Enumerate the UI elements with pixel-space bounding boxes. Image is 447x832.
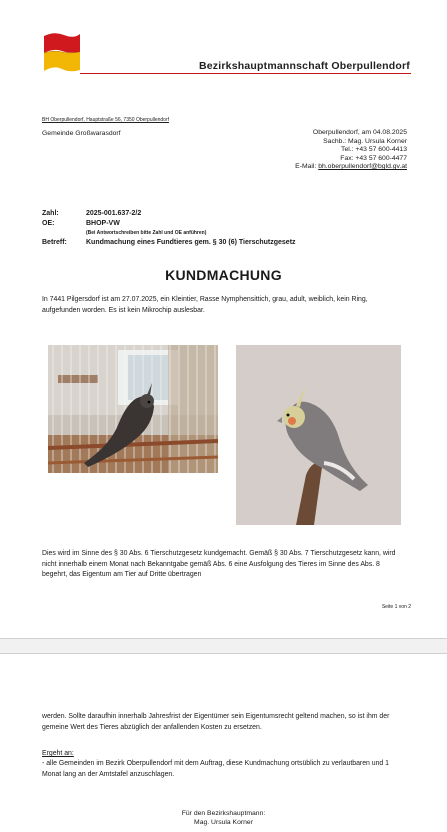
signature-name: Mag. Ursula Korner [194,818,253,826]
phone: Tel.: +43 57 600-4413 [341,146,407,154]
email-label: E-Mail: [295,163,319,171]
betreff-label: Betreff: [42,239,67,246]
authority-title: Bezirkshauptmannschaft Oberpullendorf [198,60,410,72]
page-number: Seite 1 von 2 [381,604,411,610]
email-link[interactable]: bh.oberpullendorf@bgld.gv.at [318,163,407,171]
document-title: KUNDMACHUNG [165,267,282,283]
distribution-label: Ergeht an: [42,750,74,757]
oe-value: BHOP-VW [86,220,120,227]
place-date: Oberpullendorf, am 04.08.2025 [312,129,407,136]
recipient: Gemeinde Großwarasdorf [42,130,121,137]
distribution-text: - alle Gemeinden im Bezirk Oberpullendorf mit dem Auftrag, diese Kundmachung ortsüblich zu verlautbaren und 1 Monat lang an der Amtstafel anzuschlagen. [42,760,390,778]
zahl-value: 2025-001.637-2/2 [86,210,142,217]
signature-block [0,810,447,827]
burgenland-flag-logo [42,31,82,74]
oe-label: OE: [42,220,55,227]
bird-photo-cage [48,345,218,473]
sender-address: BH Oberpullendorf, Hauptstraße 56, 7350 Oberpullendorf [42,117,170,123]
law-paragraph: Dies wird im Sinne des § 30 Abs. 6 Tierschutzgesetz kundgemacht. Gemäß § 30 Abs. 7 Tierschutzgesetz kann, wird nicht innerhalb einem Monat nach Bekanntgabe gemäß Abs. 6 eine Ausfolgung des Tieres im Sinne des Abs. 8 begehrt, das Eigentum am Tier auf Dritte übertragen [42,550,396,579]
signature-line-1: Für den Bezirkshauptmann: [181,810,266,817]
header-divider [80,73,411,74]
betreff-value: Kundmachung eines Fundtieres gem. § 30 (6) Tierschutzgesetz [86,239,296,246]
reference-block [42,209,372,253]
page-separator [0,638,447,654]
intro-paragraph: In 7441 Pilgersdorf ist am 27.07.2025, ein Kleintier, Rasse Nymphensittich, grau, adult, weiblich, kein Ring, aufgefunden worden. Es ist kein Mikrochip auslesbar. [42,296,368,314]
fax: Fax: +43 57 600-4477 [340,154,407,162]
clerk: Sachb.: Mag. Ursula Korner [323,137,407,145]
contact-block [295,129,407,172]
oe-note: (Bei Antwortschreiben bitte Zahl und OE anführen) [86,230,207,236]
continuation-paragraph: werden. Sollte daraufhin innerhalb Jahresfrist der Eigentümer sein Eigentumsrecht geltend machen, so ist ihm der gemeine Wert des Tieres abzüglich der anfallenden Kosten zu ersetzen. [42,713,390,731]
zahl-label: Zahl: [42,210,59,217]
email-line [295,163,407,172]
bird-photo-branch [236,345,401,525]
